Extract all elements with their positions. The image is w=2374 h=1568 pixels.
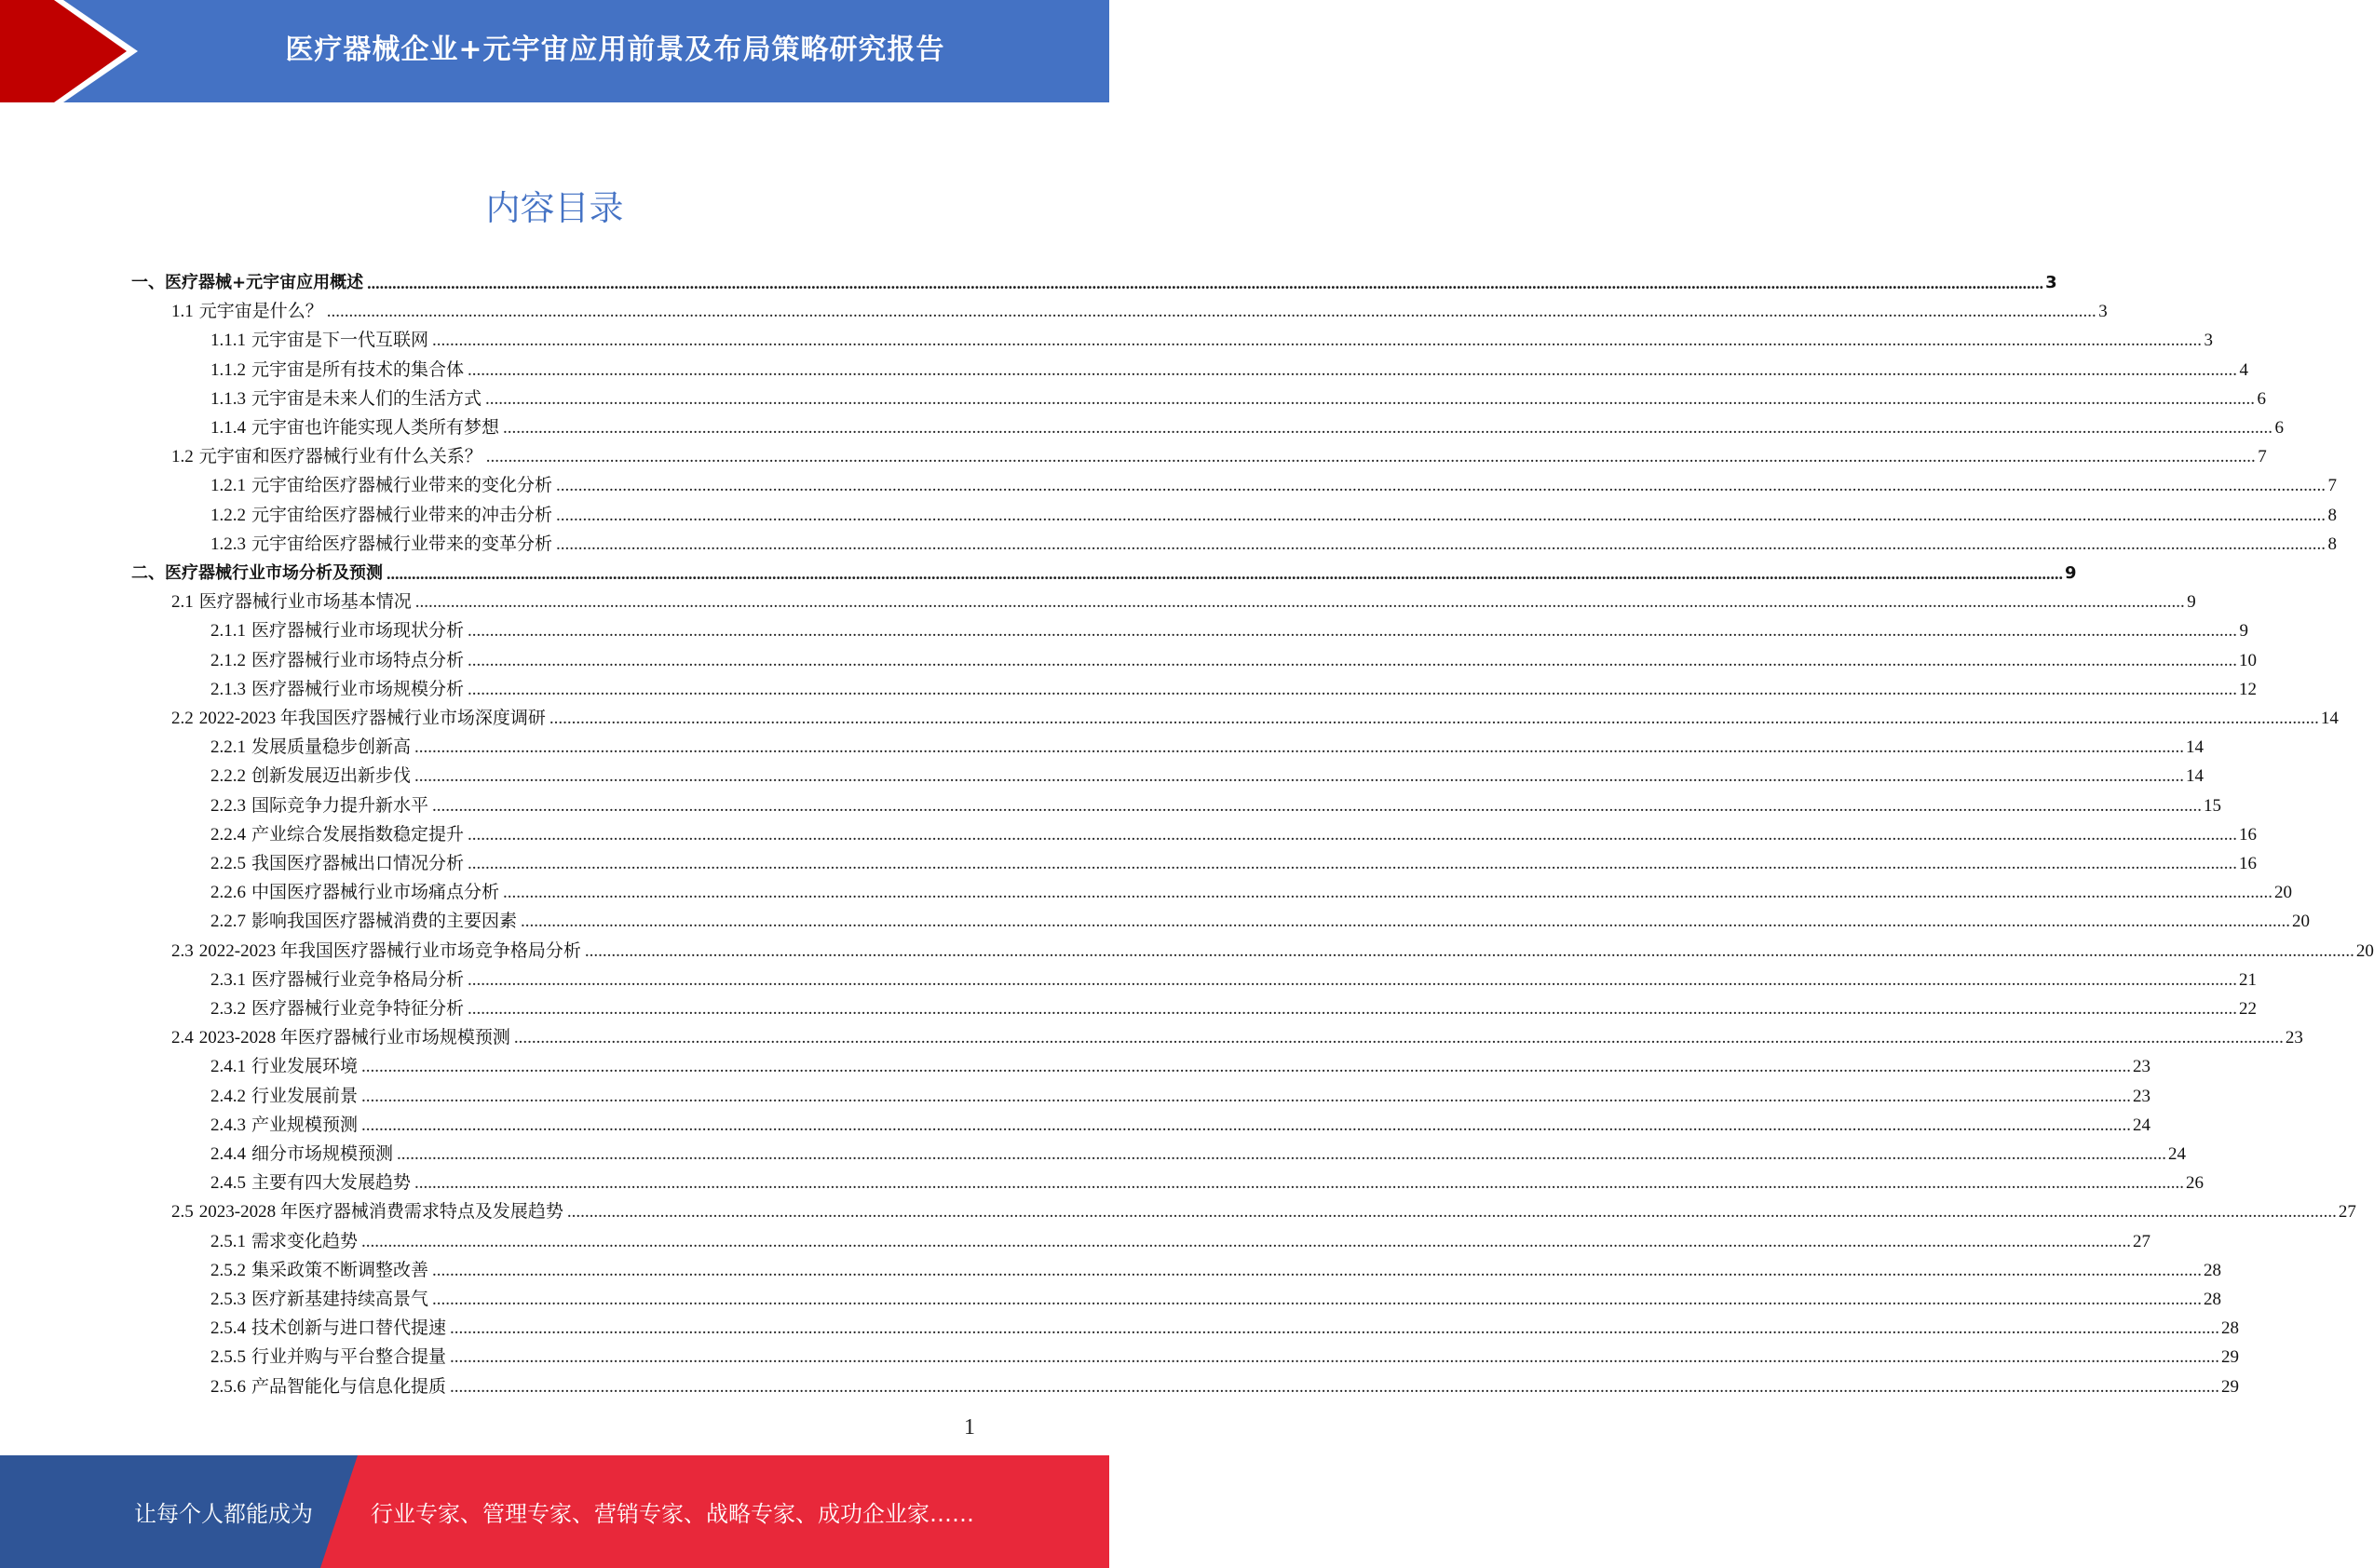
toc-entry-title: 医疗器械行业竞争特征分析: [251, 999, 465, 1019]
toc-entry-page: 4: [2239, 359, 2249, 380]
toc-entry-number: 1.1.2: [210, 359, 246, 380]
toc-entry-page: 24: [2168, 1144, 2187, 1164]
toc-leader-dots: ................................................................................................................................................................................................................................................................................................................................................................................................................: [450, 1376, 2220, 1397]
toc-entry-page: 27: [2338, 1202, 2356, 1223]
toc-leader-dots: ................................................................................................................................................................................................................................................................................................................................................................................................................: [566, 1202, 2337, 1223]
toc-leader-dots: ................................................................................................................................................................................................................................................................................................................................................................................................................: [432, 795, 2203, 816]
toc-leader-dots: ................................................................................................................................................................................................................................................................................................................................................................................................................: [556, 476, 2327, 496]
toc-leader-dots: ................................................................................................................................................................................................................................................................................................................................................................................................................: [432, 1290, 2203, 1309]
toc-entry-page: 28: [2204, 1290, 2222, 1309]
toc-entry-page: 29: [2221, 1347, 2240, 1368]
toc-entry-title: 2022-2023 年我国医疗器械行业市场深度调研: [198, 709, 546, 728]
toc-leader-dots: ................................................................................................................................................................................................................................................................................................................................................................................................................: [468, 969, 2238, 990]
toc-entry[interactable]: [210, 963, 2258, 992]
toc-entry-title: 发展质量稳步创新高: [251, 737, 412, 758]
toc-leader-dots: ................................................................................................................................................................................................................................................................................................................................................................................................................: [361, 1115, 2132, 1135]
toc-entry-number: 2.2.5: [210, 854, 246, 873]
toc-leader-dots: ................................................................................................................................................................................................................................................................................................................................................................................................................: [584, 940, 2354, 961]
toc-entry-number: 2.4.3: [210, 1115, 246, 1135]
toc-entry-page: 3: [2204, 331, 2214, 351]
toc-entry-title: 医疗器械行业市场现状分析: [251, 621, 465, 642]
toc-entry-number: 2.2.1: [210, 737, 246, 758]
toc-entry[interactable]: [171, 294, 2108, 323]
toc-entry-number: 一、: [131, 273, 165, 292]
toc-entry-number: 2.2: [171, 709, 194, 728]
toc-entry[interactable]: [210, 1166, 2204, 1195]
page-number: 1: [964, 1415, 975, 1440]
toc-entry-number: 2.2.4: [210, 824, 246, 845]
toc-leader-dots: ................................................................................................................................................................................................................................................................................................................................................................................................................: [432, 1260, 2203, 1280]
toc-entry-number: 2.4: [171, 1028, 194, 1048]
toc-entry-page: 9: [2065, 563, 2077, 583]
toc-entry[interactable]: [210, 904, 2311, 933]
toc-leader-dots: ................................................................................................................................................................................................................................................................................................................................................................................................................: [468, 824, 2238, 845]
toc-entry-title: 创新发展迈出新步伐: [251, 766, 412, 787]
toc-entry[interactable]: [210, 759, 2204, 788]
footer-slogan-right: 行业专家、管理专家、营销专家、战略专家、成功企业家……: [371, 1501, 974, 1527]
toc-entry-number: 2.1.3: [210, 679, 246, 699]
toc-leader-dots: ................................................................................................................................................................................................................................................................................................................................................................................................................: [513, 1028, 2284, 1048]
toc-entry-title: 元宇宙和医疗器械行业有什么关系？: [198, 447, 482, 467]
toc-entry-page: 7: [2327, 476, 2338, 496]
toc-entry-page: 23: [2285, 1028, 2303, 1048]
toc-entry[interactable]: [210, 875, 2293, 904]
toc-leader-dots: ................................................................................................................................................................................................................................................................................................................................................................................................................: [549, 709, 2319, 728]
toc-leader-dots: ................................................................................................................................................................................................................................................................................................................................................................................................................: [326, 302, 2096, 322]
toc-entry-number: 2.2.6: [210, 883, 246, 903]
toc-entry[interactable]: [210, 382, 2267, 411]
toc-entry-number: 1.2.1: [210, 476, 246, 496]
toc-entry-page: 14: [2186, 737, 2204, 758]
page-header: [0, 0, 1109, 102]
toc-leader-dots: ................................................................................................................................................................................................................................................................................................................................................................................................................: [414, 766, 2185, 787]
toc-entry-title: 医疗器械行业市场基本情况: [198, 592, 412, 613]
toc-leader-dots: ................................................................................................................................................................................................................................................................................................................................................................................................................: [468, 650, 2238, 670]
toc-entry[interactable]: [210, 846, 2258, 875]
toc-entry[interactable]: [210, 1224, 2151, 1253]
toc-entry[interactable]: [210, 411, 2285, 439]
toc-entry-number: 1.1.3: [210, 388, 246, 409]
toc-entry[interactable]: [210, 1370, 2240, 1399]
toc-entry-page: 20: [2274, 883, 2293, 903]
toc-leader-dots: ................................................................................................................................................................................................................................................................................................................................................................................................................: [468, 621, 2238, 642]
toc-entry-page: 8: [2327, 505, 2338, 525]
toc-entry-number: 2.4.4: [210, 1144, 246, 1164]
toc-entry[interactable]: [210, 614, 2249, 642]
toc-entry-title: 行业发展前景: [251, 1086, 359, 1106]
toc-entry-title: 医疗器械+元宇宙应用概述: [165, 273, 364, 292]
toc-leader-dots: ................................................................................................................................................................................................................................................................................................................................................................................................................: [468, 359, 2238, 380]
toc-entry-page: 3: [2045, 273, 2057, 292]
toc-entry[interactable]: [210, 1108, 2151, 1137]
toc-entry-title: 中国医疗器械行业市场痛点分析: [251, 883, 500, 903]
toc-entry-page: 28: [2221, 1318, 2240, 1339]
toc-entry[interactable]: [210, 498, 2338, 527]
report-title: 医疗器械企业+元宇宙应用前景及布局策略研究报告: [285, 34, 945, 66]
toc-entry-number: 1.1: [171, 302, 194, 322]
toc-entry-page: 16: [2239, 824, 2258, 845]
toc-entry-number: 1.2.2: [210, 505, 246, 525]
toc-entry[interactable]: [210, 1079, 2151, 1108]
toc-entry-page: 23: [2133, 1057, 2151, 1077]
toc-entry-page: 8: [2327, 534, 2338, 554]
toc-entry-number: 2.5.1: [210, 1231, 246, 1251]
toc-entry-title: 集采政策不断调整改善: [251, 1260, 429, 1280]
toc-leader-dots: ................................................................................................................................................................................................................................................................................................................................................................................................................: [361, 1086, 2132, 1106]
toc-entry-title: 国际竞争力提升新水平: [251, 795, 429, 816]
toc-entry-page: 6: [2257, 388, 2267, 409]
toc-leader-dots: ................................................................................................................................................................................................................................................................................................................................................................................................................: [468, 854, 2238, 873]
toc-leader-dots: ................................................................................................................................................................................................................................................................................................................................................................................................................: [414, 737, 2185, 758]
toc-entry-page: 23: [2133, 1086, 2151, 1106]
toc-entry-number: 2.4.1: [210, 1057, 246, 1077]
toc-leader-dots: ................................................................................................................................................................................................................................................................................................................................................................................................................: [556, 534, 2327, 554]
toc-entry-page: 9: [2187, 592, 2196, 613]
toc-entry-title: 主要有四大发展趋势: [251, 1173, 412, 1194]
toc-entry-page: 20: [2355, 940, 2374, 961]
toc-entry-title: 我国医疗器械出口情况分析: [251, 854, 465, 873]
toc-leader-dots: ................................................................................................................................................................................................................................................................................................................................................................................................................: [414, 592, 2185, 613]
toc-entry-page: 12: [2239, 679, 2258, 699]
toc-entry-number: 2.2.3: [210, 795, 246, 816]
toc-entry-number: 2.4.5: [210, 1173, 246, 1194]
toc-entry-number: 1.1.4: [210, 418, 246, 438]
toc-entry[interactable]: [171, 585, 2196, 614]
toc-entry-title: 细分市场规模预测: [251, 1144, 394, 1164]
toc-entry-title: 元宇宙是所有技术的集合体: [251, 359, 465, 380]
toc-entry-page: 29: [2221, 1376, 2240, 1397]
toc-entry-title: 医疗器械行业市场特点分析: [251, 650, 465, 670]
toc-entry-page: 28: [2204, 1260, 2222, 1280]
toc-entry-page: 20: [2292, 912, 2311, 932]
toc-leader-dots: ................................................................................................................................................................................................................................................................................................................................................................................................................: [361, 1057, 2132, 1077]
toc-entry[interactable]: [210, 789, 2222, 818]
toc-entry[interactable]: [210, 992, 2258, 1021]
toc-entry-title: 医疗新基建持续高景气: [251, 1290, 429, 1309]
toc-entry-number: 2.5.2: [210, 1260, 246, 1280]
toc-entry-title: 行业发展环境: [251, 1057, 359, 1077]
toc-entry-title: 影响我国医疗器械消费的主要因素: [251, 912, 518, 932]
toc-entry[interactable]: [210, 353, 2249, 382]
toc-entry-number: 2.4.2: [210, 1086, 246, 1106]
toc-entry-page: 26: [2186, 1173, 2204, 1194]
toc-leader-dots: ................................................................................................................................................................................................................................................................................................................................................................................................................: [450, 1318, 2220, 1339]
toc-entry-page: 22: [2239, 999, 2258, 1019]
toc-entry-title: 元宇宙给医疗器械行业带来的冲击分析: [251, 505, 553, 525]
toc-entry-page: 6: [2274, 418, 2285, 438]
toc-entry[interactable]: [210, 730, 2204, 759]
toc-entry[interactable]: [171, 1195, 2356, 1223]
toc-entry[interactable]: [171, 934, 2374, 963]
toc-entry-number: 2.3: [171, 940, 194, 961]
toc-entry-number: 2.1: [171, 592, 194, 613]
toc-entry-number: 2.5.4: [210, 1318, 246, 1339]
toc-entry-page: 16: [2239, 854, 2258, 873]
toc-entry[interactable]: [210, 1311, 2240, 1340]
toc-entry-title: 医疗器械行业市场规模分析: [251, 679, 465, 699]
toc-entry-page: 10: [2239, 650, 2258, 670]
toc-leader-dots: ................................................................................................................................................................................................................................................................................................................................................................................................................: [503, 883, 2273, 903]
toc-leader-dots: ................................................................................................................................................................................................................................................................................................................................................................................................................: [432, 331, 2203, 351]
toc-entry-number: 2.2.2: [210, 766, 246, 787]
toc-leader-dots: ................................................................................................................................................................................................................................................................................................................................................................................................................: [397, 1144, 2167, 1164]
toc-entry-page: 7: [2258, 447, 2267, 467]
toc-heading: 内容目录: [485, 188, 624, 228]
toc-entry-number: 1.1.1: [210, 331, 246, 351]
toc-leader-dots: ................................................................................................................................................................................................................................................................................................................................................................................................................: [361, 1231, 2132, 1251]
toc-entry[interactable]: [210, 468, 2338, 497]
toc-entry-title: 2023-2028 年医疗器械消费需求特点及发展趋势: [198, 1202, 563, 1223]
toc-entry-title: 技术创新与进口替代提速: [251, 1318, 447, 1339]
toc-entry-page: 9: [2239, 621, 2249, 642]
toc-entry-number: 2.3.1: [210, 969, 246, 990]
toc-entry-number: 2.5.6: [210, 1376, 246, 1397]
toc-entry-number: 2.1.2: [210, 650, 246, 670]
toc-entry-page: 14: [2186, 766, 2204, 787]
toc-entry-title: 行业并购与平台整合提量: [251, 1347, 447, 1368]
toc-entry-title: 2022-2023 年我国医疗器械行业市场竞争格局分析: [198, 940, 581, 961]
toc-entry[interactable]: [131, 265, 2057, 294]
toc-leader-dots: ................................................................................................................................................................................................................................................................................................................................................................................................................: [485, 447, 2256, 467]
toc-entry-number: 2.1.1: [210, 621, 246, 642]
toc-entry[interactable]: [210, 323, 2214, 352]
toc-entry[interactable]: [210, 1137, 2187, 1166]
toc-entry-page: 24: [2133, 1115, 2151, 1135]
toc-entry[interactable]: [131, 556, 2077, 585]
toc-leader-dots: ................................................................................................................................................................................................................................................................................................................................................................................................................: [556, 505, 2327, 525]
toc-entry-title: 元宇宙给医疗器械行业带来的变革分析: [251, 534, 553, 554]
toc-entry[interactable]: [210, 1340, 2240, 1369]
toc-leader-dots: ................................................................................................................................................................................................................................................................................................................................................................................................................: [414, 1173, 2185, 1194]
toc-entry[interactable]: [210, 672, 2258, 701]
toc-entry[interactable]: [210, 1253, 2222, 1282]
toc-leader-dots: ................................................................................................................................................................................................................................................................................................................................................................................................................: [503, 418, 2273, 438]
toc-leader-dots: ................................................................................................................................................................................................................................................................................................................................................................................................................: [521, 912, 2291, 932]
toc-entry-title: 产业规模预测: [251, 1115, 359, 1135]
toc-entry[interactable]: [210, 1282, 2222, 1311]
toc-leader-dots: ................................................................................................................................................................................................................................................................................................................................................................................................................: [450, 1347, 2220, 1368]
toc-entry-page: 21: [2239, 969, 2258, 990]
toc-entry-title: 元宇宙也许能实现人类所有梦想: [251, 418, 500, 438]
page-footer: [0, 1455, 1109, 1568]
toc-entry-title: 产品智能化与信息化提质: [251, 1376, 447, 1397]
toc-entry-number: 2.5.5: [210, 1347, 246, 1368]
toc-entry-number: 2.3.2: [210, 999, 246, 1019]
toc-entry[interactable]: [210, 643, 2258, 672]
toc-entry-page: 27: [2133, 1231, 2151, 1251]
toc-leader-dots: ................................................................................................................................................................................................................................................................................................................................................................................................................: [468, 679, 2238, 699]
toc-leader-dots: ................................................................................................................................................................................................................................................................................................................................................................................................................: [468, 999, 2238, 1019]
toc-entry[interactable]: [210, 1049, 2151, 1078]
toc-entry-title: 医疗器械行业市场分析及预测: [165, 563, 383, 583]
toc-leader-dots: ................................................................................................................................................................................................................................................................................................................................................................................................................: [485, 388, 2256, 409]
toc-entry[interactable]: [171, 439, 2267, 468]
toc-entry-number: 2.5.3: [210, 1290, 246, 1309]
toc-entry-title: 2023-2028 年医疗器械行业市场规模预测: [198, 1028, 510, 1048]
toc-entry-number: 1.2.3: [210, 534, 246, 554]
toc-entry-title: 需求变化趋势: [251, 1231, 359, 1251]
toc-entry-number: 2.5: [171, 1202, 194, 1223]
toc-entry[interactable]: [210, 527, 2338, 556]
toc-entry-page: 14: [2320, 709, 2339, 728]
toc-entry[interactable]: [210, 818, 2258, 846]
footer-slogan-left: 让每个人都能成为: [134, 1501, 313, 1527]
toc-entry-page: 3: [2098, 302, 2108, 322]
toc-entry-title: 产业综合发展指数稳定提升: [251, 824, 465, 845]
toc-entry-title: 医疗器械行业竞争格局分析: [251, 969, 465, 990]
toc-entry-title: 元宇宙给医疗器械行业带来的变化分析: [251, 476, 553, 496]
toc-entry[interactable]: [171, 701, 2339, 730]
toc-entry-title: 元宇宙是未来人们的生活方式: [251, 388, 482, 409]
toc-entry-number: 1.2: [171, 447, 194, 467]
toc-entry[interactable]: [171, 1021, 2303, 1049]
toc-leader-dots: ................................................................................................................................................................................................................................................................................................................................................................................................................: [367, 274, 2044, 292]
toc-leader-dots: ................................................................................................................................................................................................................................................................................................................................................................................................................: [387, 564, 2063, 583]
toc-entry-number: 2.2.7: [210, 912, 246, 932]
toc-entry-page: 15: [2204, 795, 2222, 816]
toc-entry-title: 元宇宙是什么？: [198, 302, 323, 322]
toc-entry-number: 二、: [131, 563, 165, 583]
toc-entry-title: 元宇宙是下一代互联网: [251, 331, 429, 351]
